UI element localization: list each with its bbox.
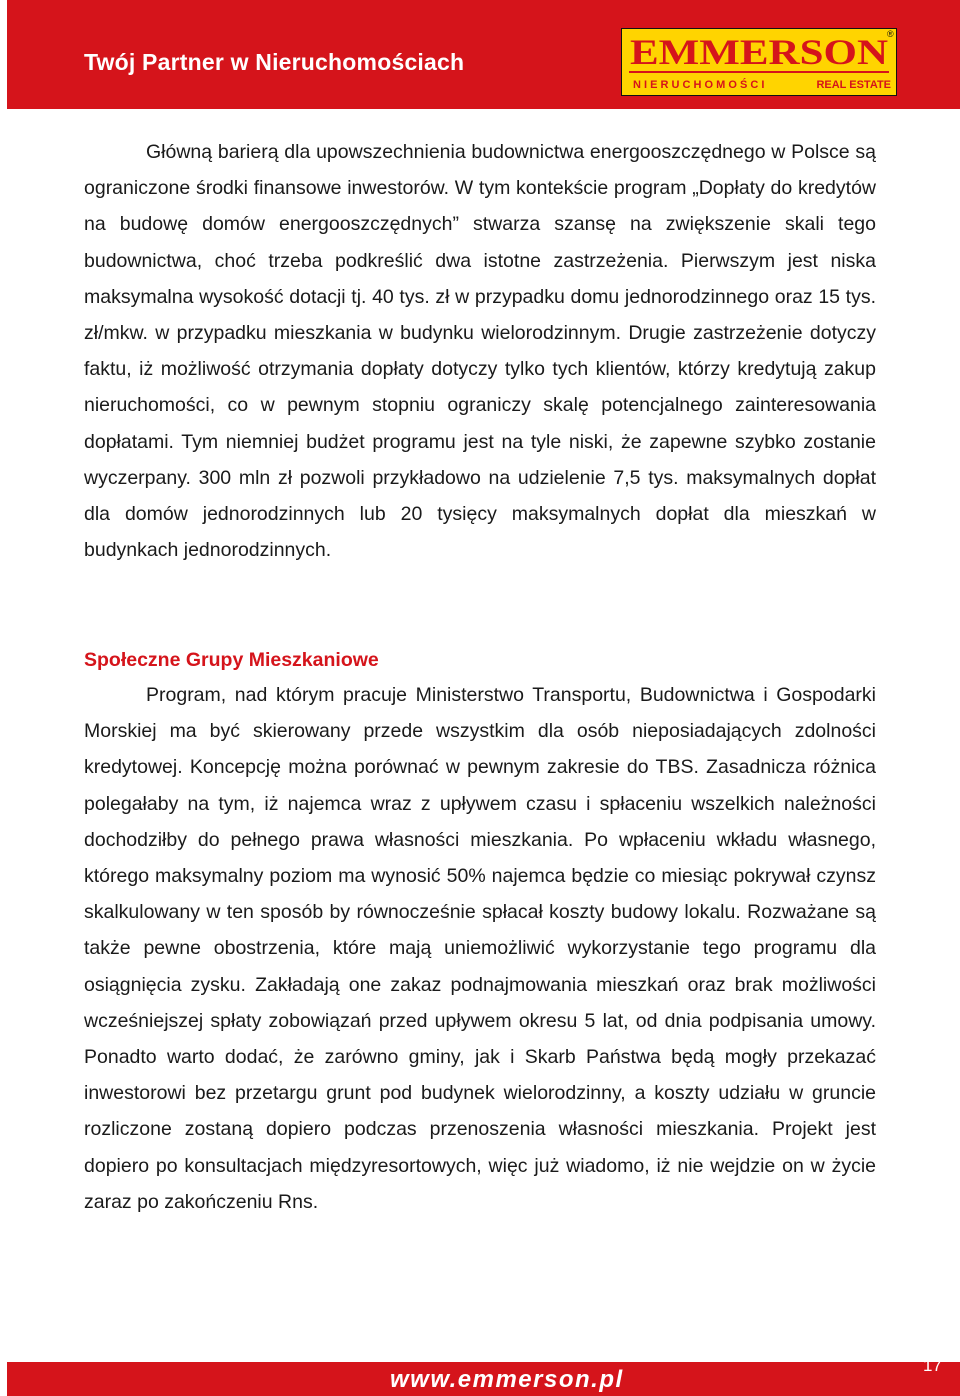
page-header [7, 0, 960, 109]
logo-subtitle: N I E R U C H O M O Ś C I [633, 79, 765, 91]
logo-tagline: REAL ESTATE [816, 79, 891, 91]
logo-registered-mark: ® [887, 29, 894, 39]
paragraph-1 [84, 134, 876, 568]
header-title: Twój Partner w Nieruchomościach [84, 49, 465, 75]
page-footer [7, 1356, 960, 1396]
paragraph-2-text: Program, nad którym pracuje Ministerstwo Transportu, Budownictwa i Gospodarki Morskiej ma być skierowany przede wszystkim dla osób nieposiadających zdolności kredytowej. Koncepcję można porównać w pewnym zakresie do TBS. Zasadnicza różnica polegałaby na tym, iż najemca wraz z upływem czasu i spłaceniu wszelkich należności dochodziłby do pełnego prawa własności mieszkania. Po wpłaceniu wkładu własnego, którego maksymalny poziom ma wynosić 50% najemca będzie co miesiąc pokrywał czynsz skalkulowany w ten sposób by równocześnie spłacał koszty budowy lokalu. Rozważane są także pewne obostrzenia, które mają uniemożliwić wykorzystanie tego programu dla osiągnięcia zysku. Zakładają one zakaz podnajmowania mieszkań oraz brak możliwości wcześniejszej spłaty zobowiązań przed upływem okresu 5 lat, od dnia podpisania umowy. Ponadto warto dodać, że zarówno gminy, jak i Skarb Państwa będą mogły przekazać inwestorowi bez przetargu grunt pod budynek wielorodzinny, a koszty udziału w gruncie rozliczone zostaną dopiero podczas przenoszenia własności mieszkania. Projekt jest dopiero po konsultacjach międzyresortowych, więc już wiadomo, iż nie wejdzie on w życie zaraz po zakończeniu Rns. [84, 684, 876, 1213]
logo-brand: EMMERSON [630, 32, 889, 72]
paragraph-2 [84, 677, 876, 1220]
paragraph-1-text: Główną barierą dla upowszechnienia budownictwa energooszczędnego w Polsce są ograniczone środki finansowe inwestorów. W tym kontekście program „Dopłaty do kredytów na budowę domów energooszczędnych” stwarza szansę na zwiększenie skali tego budownictwa, choć trzeba podkreślić dwa istotne zastrzeżenia. Pierwszym jest niska maksymalna wysokość dotacji tj. 40 tys. zł w przypadku domu jednorodzinnego oraz 15 tys. zł/mkw. w przypadku mieszkania w budynku wielorodzinnym. Drugie zastrzeżenie dotyczy faktu, iż możliwość otrzymania dopłaty dotyczy tylko tych klientów, którzy kredytują zakup nieruchomości, co w pewnym stopniu ograniczy skalę potencjalnego zainteresowania dopłatami. Tym niemniej budżet programu jest na tyle niski, że zapewne szybko zostanie wyczerpany. 300 mln zł pozwoli przykładowo na udzielenie 7,5 tys. maksymalnych dopłat dla domów jednorodzinnych lub 20 tysięcy maksymalnych dopłat dla mieszkań w budynkach jednorodzinnych. [84, 141, 876, 562]
section-heading: Społeczne Grupy Mieszkaniowe [84, 649, 379, 671]
emmerson-logo [621, 28, 897, 96]
page-number: 17 [923, 1356, 942, 1375]
footer-url[interactable]: www.emmerson.pl [390, 1366, 624, 1393]
